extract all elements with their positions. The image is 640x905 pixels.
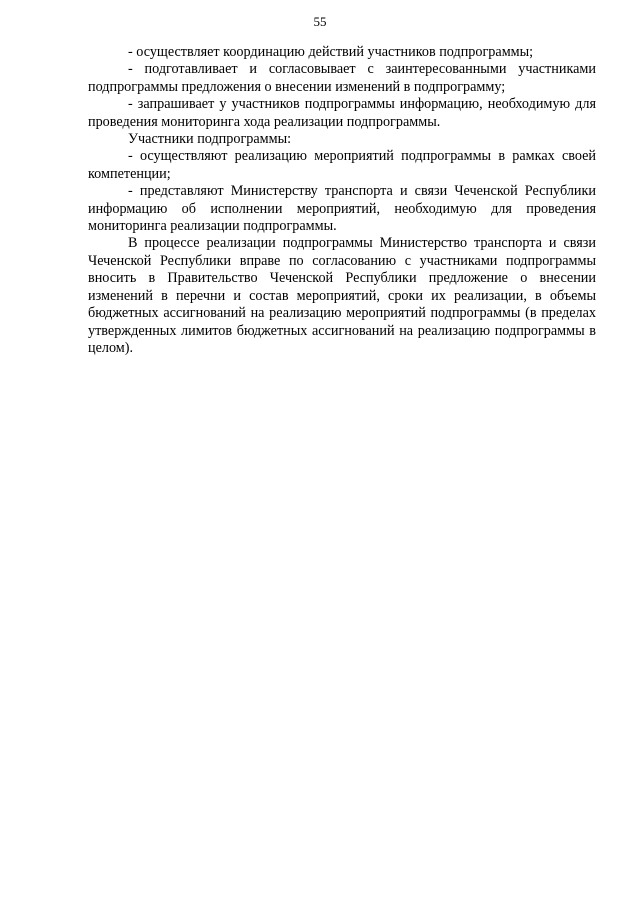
paragraph-coordination: - осуществляет координацию действий участников подпрограммы; [128,44,534,60]
paragraph-amendment-procedure: В процессе реализации подпрограммы Министерство транспорта и связи Чеченской Республики вправе по согласованию с участниками подпрограммы вносить в Правительство Чеченской Республики предложение о внесении изменений в перечни и состав мероприятий, сроки их реализации, в объемы бюджетных ассигнований на реализацию мероприятий подпрограммы (в пределах утвержденных лимитов бюджетных ассигнований на реализацию подпрограммы в целом). [88,235,596,356]
paragraph-implement-activities: - осуществляют реализацию мероприятий подпрограммы в рамках своей компетенции; [88,148,596,182]
paragraph-participants-heading: Участники подпрограммы: [128,131,292,148]
document-body [88,44,596,357]
page-number: 55 [313,14,327,29]
paragraph-provide-information: - представляют Министерству транспорта и связи Чеченской Республики информацию об исполнении мероприятий, необходимую для проведения мониторинга реализации подпрограммы. [88,183,596,235]
paragraph-prepare-proposals: - подготавливает и согласовывает с заинтересованными участниками подпрограммы предложения о внесении изменений в подпрограмму; [88,61,596,95]
paragraph-request-information: - запрашивает у участников подпрограммы информацию, необходимую для проведения мониторинга хода реализации подпрограммы. [88,96,596,130]
